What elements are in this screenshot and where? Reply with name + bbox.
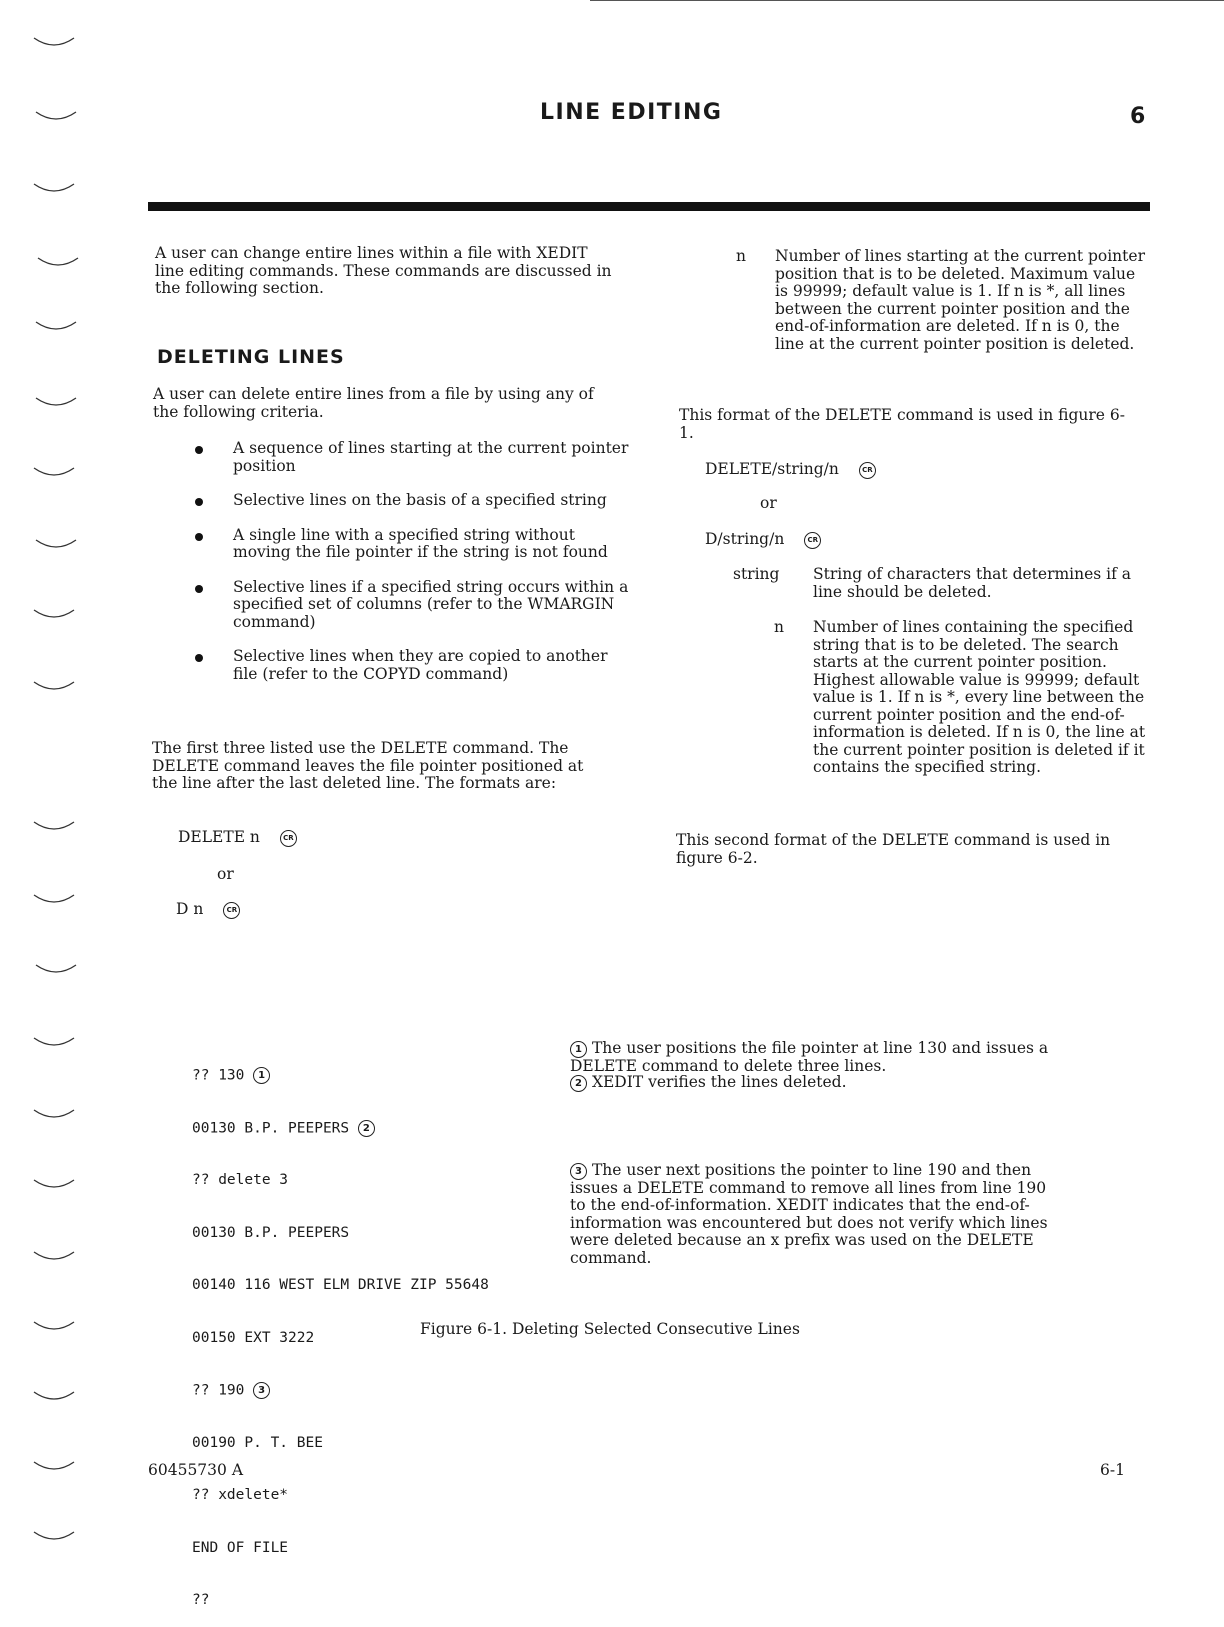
bullet-icon: [195, 533, 203, 541]
callout-1-icon: 1: [570, 1041, 587, 1058]
list-item: Selective lines if a specified string occurs within a specified set of columns (refer to the WMARGIN command): [195, 579, 635, 632]
bullet-icon: [195, 498, 203, 506]
terminal-line: ?? delete 3: [192, 1172, 289, 1188]
page-number: 6-1: [1100, 1461, 1125, 1479]
format2-long: DELETE/string/n CR: [705, 460, 876, 479]
top-edge-rule: [590, 0, 1224, 1]
terminal-line: ?? 130 1: [192, 1067, 489, 1085]
list-item: Selective lines on the basis of a specified string: [195, 492, 635, 510]
list-item: Selective lines when they are copied to another file (refer to the COPYD command): [195, 648, 635, 683]
binder-holes-decoration: [18, 0, 88, 1581]
param-term: n: [736, 247, 746, 265]
callout-2-icon: 2: [358, 1120, 375, 1137]
header-rule: [148, 202, 1150, 211]
figure-note-3: 3 The user next positions the pointer to line 190 and then issues a DELETE command to remove all lines from line 190 to the end-of-information. XEDIT indicates that the end-of-information was encountered but does not verify which lines were deleted because an x prefix was used on the DELETE command.: [570, 1161, 1048, 1267]
or-separator: or: [760, 494, 777, 512]
figure-caption: Figure 6-1. Deleting Selected Consecutive Lines: [420, 1320, 800, 1338]
terminal-line: 00130 B.P. PEEPERS: [192, 1224, 350, 1241]
param-term: n: [774, 618, 784, 636]
terminal-line: 00140 116 WEST ELM DRIVE ZIP 55648: [192, 1277, 489, 1293]
list-item: A single line with a specified string without moving the file pointer if the string is not found: [195, 527, 635, 562]
bullet-icon: [195, 446, 203, 454]
callout-3-icon: 3: [570, 1163, 587, 1180]
terminal-line: 00130 B.P. PEEPERS 2: [192, 1120, 489, 1138]
callout-1-icon: 1: [253, 1067, 270, 1084]
format2-usage: This second format of the DELETE command is used in figure 6-2.: [676, 831, 1111, 867]
bullet-icon: [195, 585, 203, 593]
section-lead: A user can delete entire lines from a file by using any of the following criteria.: [153, 385, 594, 421]
or-separator: or: [217, 865, 234, 883]
section-heading: DELETING LINES: [157, 346, 345, 368]
chapter-number: 6: [1130, 104, 1146, 129]
param-term: string: [733, 565, 780, 583]
terminal-line: 00150 EXT 3222: [192, 1329, 315, 1346]
figure-note-2: 2 XEDIT verifies the lines deleted.: [570, 1074, 1050, 1092]
chapter-title: LINE EDITING: [540, 100, 723, 125]
carriage-return-icon: CR: [280, 830, 297, 847]
bullet-icon: [195, 654, 203, 662]
terminal-line: ?? xdelete*: [192, 1487, 289, 1503]
formats-intro: The first three listed use the DELETE command. The DELETE command leaves the file pointer positioned at the line after the last deleted line. The formats are:: [152, 739, 584, 792]
list-item: A sequence of lines starting at the current pointer position: [195, 440, 635, 475]
carriage-return-icon: CR: [804, 532, 821, 549]
param-description: Number of lines containing the specified string that is to be deleted. The search starts at the current pointer position. Highest allowable value is 99999; default value is 1. If n is *, every line between the current pointer position and the end-of-information is deleted. If n is 0, the line at the current pointer position is deleted if it contains the specified string.: [813, 618, 1146, 776]
intro-paragraph: A user can change entire lines within a file with XEDIT line editing commands. These commands are discussed in the following section.: [155, 244, 612, 297]
param-description: String of characters that determines if a line should be deleted.: [813, 565, 1132, 601]
carriage-return-icon: CR: [223, 902, 240, 919]
param-description: Number of lines starting at the current pointer position that is to be deleted. Maximum value is 99999; default value is 1. If n is *, all lines between the current pointer position and the end-of-information are deleted. If n is 0, the line at the current pointer position is deleted.: [775, 247, 1145, 353]
format1-short: D n CR: [176, 900, 240, 919]
criteria-list: [195, 440, 635, 700]
document-number: 60455730 A: [148, 1461, 244, 1479]
format2-short: D/string/n CR: [705, 530, 821, 549]
carriage-return-icon: CR: [859, 462, 876, 479]
figure-note-1: 1 The user positions the file pointer at line 130 and issues a DELETE command to delete three lines.: [570, 1039, 1049, 1075]
callout-2-icon: 2: [570, 1075, 587, 1092]
format1-long: DELETE n CR: [178, 828, 297, 847]
format1-usage: This format of the DELETE command is used in figure 6-1.: [679, 406, 1125, 442]
terminal-line: ?? 190 3: [192, 1382, 489, 1400]
terminal-line: 00190 P. T. BEE: [192, 1434, 323, 1451]
terminal-line: END OF FILE: [192, 1539, 289, 1556]
callout-3-icon: 3: [253, 1382, 270, 1399]
terminal-line: ??: [192, 1592, 210, 1608]
